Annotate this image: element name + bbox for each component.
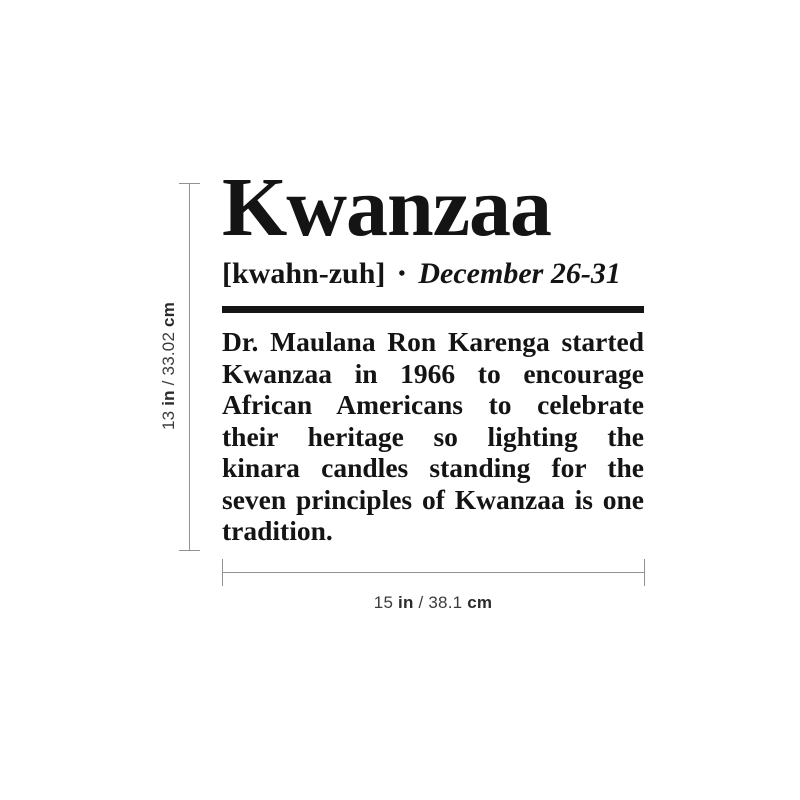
width-dimension-left-tick <box>222 559 223 586</box>
width-dimension-line <box>222 572 645 573</box>
height-value-inches: 13 <box>159 410 178 431</box>
width-unit-inches: in <box>398 593 414 612</box>
height-dimension-label <box>159 302 179 430</box>
width-unit-cm: cm <box>467 593 493 612</box>
height-unit-cm: cm <box>159 301 178 327</box>
width-value-inches: 15 <box>373 593 394 612</box>
definition-line: their heritage so lighting the <box>222 420 644 452</box>
height-dimension-line <box>189 183 190 550</box>
height-dimension-top-cap <box>179 183 200 184</box>
definition-line: Dr. Maulana Ron Karenga started <box>222 326 644 357</box>
decal-subtitle <box>222 257 644 291</box>
definition-line: seven principles of Kwanzaa is one <box>222 483 644 515</box>
definition-line: tradition. <box>222 515 333 546</box>
height-dimension-bottom-cap <box>179 550 200 551</box>
width-value-cm: 38.1 <box>428 593 463 612</box>
definition-line: Kwanzaa in 1966 to encourage <box>222 357 644 389</box>
date-range-text: December 26-31 <box>418 257 621 290</box>
bullet-separator: • <box>398 263 406 285</box>
decal-title: Kwanzaa <box>222 161 551 254</box>
width-separator: / <box>418 593 424 612</box>
width-dimension-right-tick <box>644 559 645 586</box>
pronunciation-text: [kwahn-zuh] <box>222 257 386 290</box>
definition-line: African Americans to celebrate <box>222 389 644 420</box>
height-separator: / <box>159 380 178 386</box>
height-value-cm: 33.02 <box>159 331 178 376</box>
divider-rule <box>222 306 644 313</box>
definition-line: kinara candles standing for the <box>222 452 644 483</box>
height-unit-inches: in <box>159 390 178 406</box>
decal-definition-text <box>222 326 644 547</box>
width-dimension-label <box>374 593 492 613</box>
decal-artwork <box>222 161 644 547</box>
